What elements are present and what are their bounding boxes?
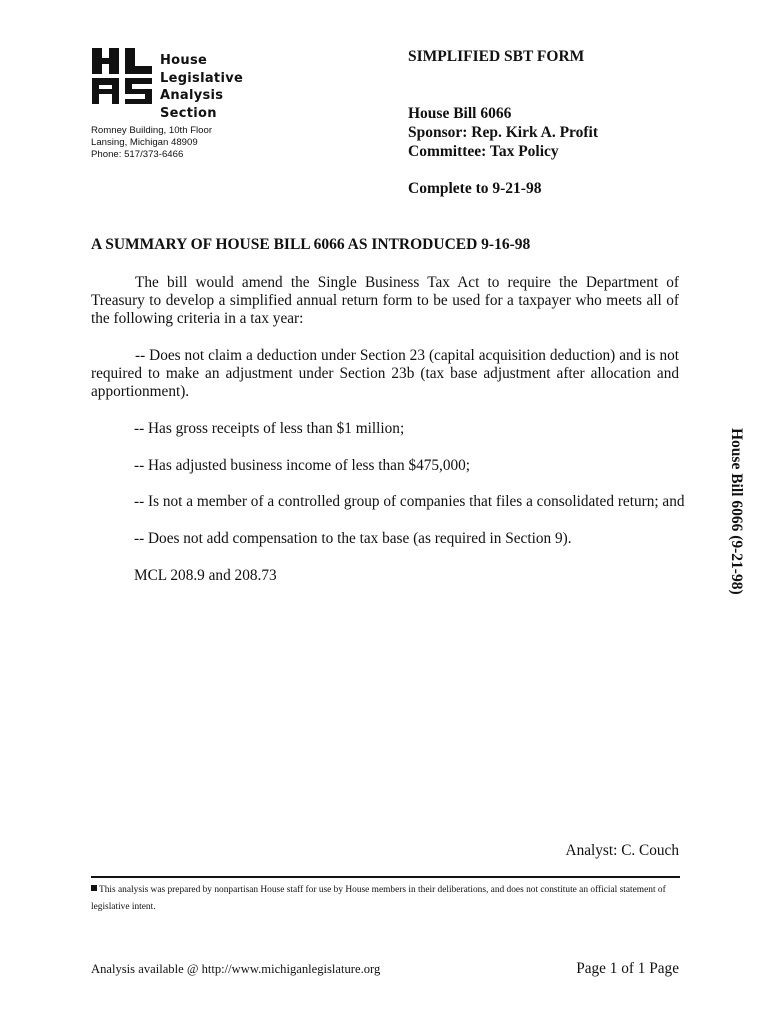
footnote-text: This analysis was prepared by nonpartisan House staff for use by House members in their deliberations, and does not constitute an official statement of legislative intent. — [91, 885, 666, 912]
org-name-line: Section — [160, 106, 217, 122]
address-line: Lansing, Michigan 48909 — [91, 137, 198, 149]
sponsor: Sponsor: Rep. Kirk A. Profit — [408, 124, 599, 141]
availability-link[interactable]: Analysis available @ http://www.michiganlegislature.org — [91, 962, 381, 976]
org-name-line: House — [160, 53, 208, 68]
address-line: Romney Building, 10th Floor — [91, 125, 213, 136]
org-name — [160, 52, 243, 123]
summary-intro: The bill would amend the Single Business Tax Act to require the Department of Treasury to develop a simplified annual return form to be used for a taxpayer who meets all of the following criteria in a tax year: — [91, 274, 679, 328]
page-number: Page 1 of 1 Page — [576, 960, 679, 977]
bill-number: House Bill 6066 — [408, 105, 512, 122]
complete-date: Complete to 9-21-98 — [408, 180, 542, 197]
criterion: -- Is not a member of a controlled group of companies that files a consolidated return; and — [134, 493, 685, 510]
org-address — [91, 125, 212, 162]
footnote-divider — [91, 876, 680, 878]
org-name-line: Legislative — [160, 70, 244, 86]
side-running-head: House Bill 6066 (9-21-98) — [728, 428, 745, 595]
org-name-line: Analysis — [160, 88, 224, 104]
footnote — [91, 882, 681, 916]
criterion: -- Has adjusted business income of less than $475,000; — [134, 457, 471, 474]
square-bullet-icon — [91, 885, 97, 891]
address-line: Phone: 517/373-6466 — [91, 149, 184, 161]
mcl-reference: MCL 208.9 and 208.73 — [134, 567, 277, 584]
form-title: SIMPLIFIED SBT FORM — [408, 48, 585, 65]
criterion: -- Does not claim a deduction under Section 23 (capital acquisition deduction) and is not required to make an adjustment under Section 23b (tax base adjustment after allocation and apportionment). — [91, 347, 679, 401]
criterion: -- Has gross receipts of less than $1 million; — [134, 420, 405, 437]
committee: Committee: Tax Policy — [408, 143, 559, 160]
analyst: Analyst: C. Couch — [565, 842, 679, 859]
summary-title: A SUMMARY OF HOUSE BILL 6066 AS INTRODUCED 9-16-98 — [91, 236, 531, 253]
criterion: -- Does not add compensation to the tax base (as required in Section 9). — [134, 530, 572, 547]
hlas-logo — [91, 47, 153, 105]
